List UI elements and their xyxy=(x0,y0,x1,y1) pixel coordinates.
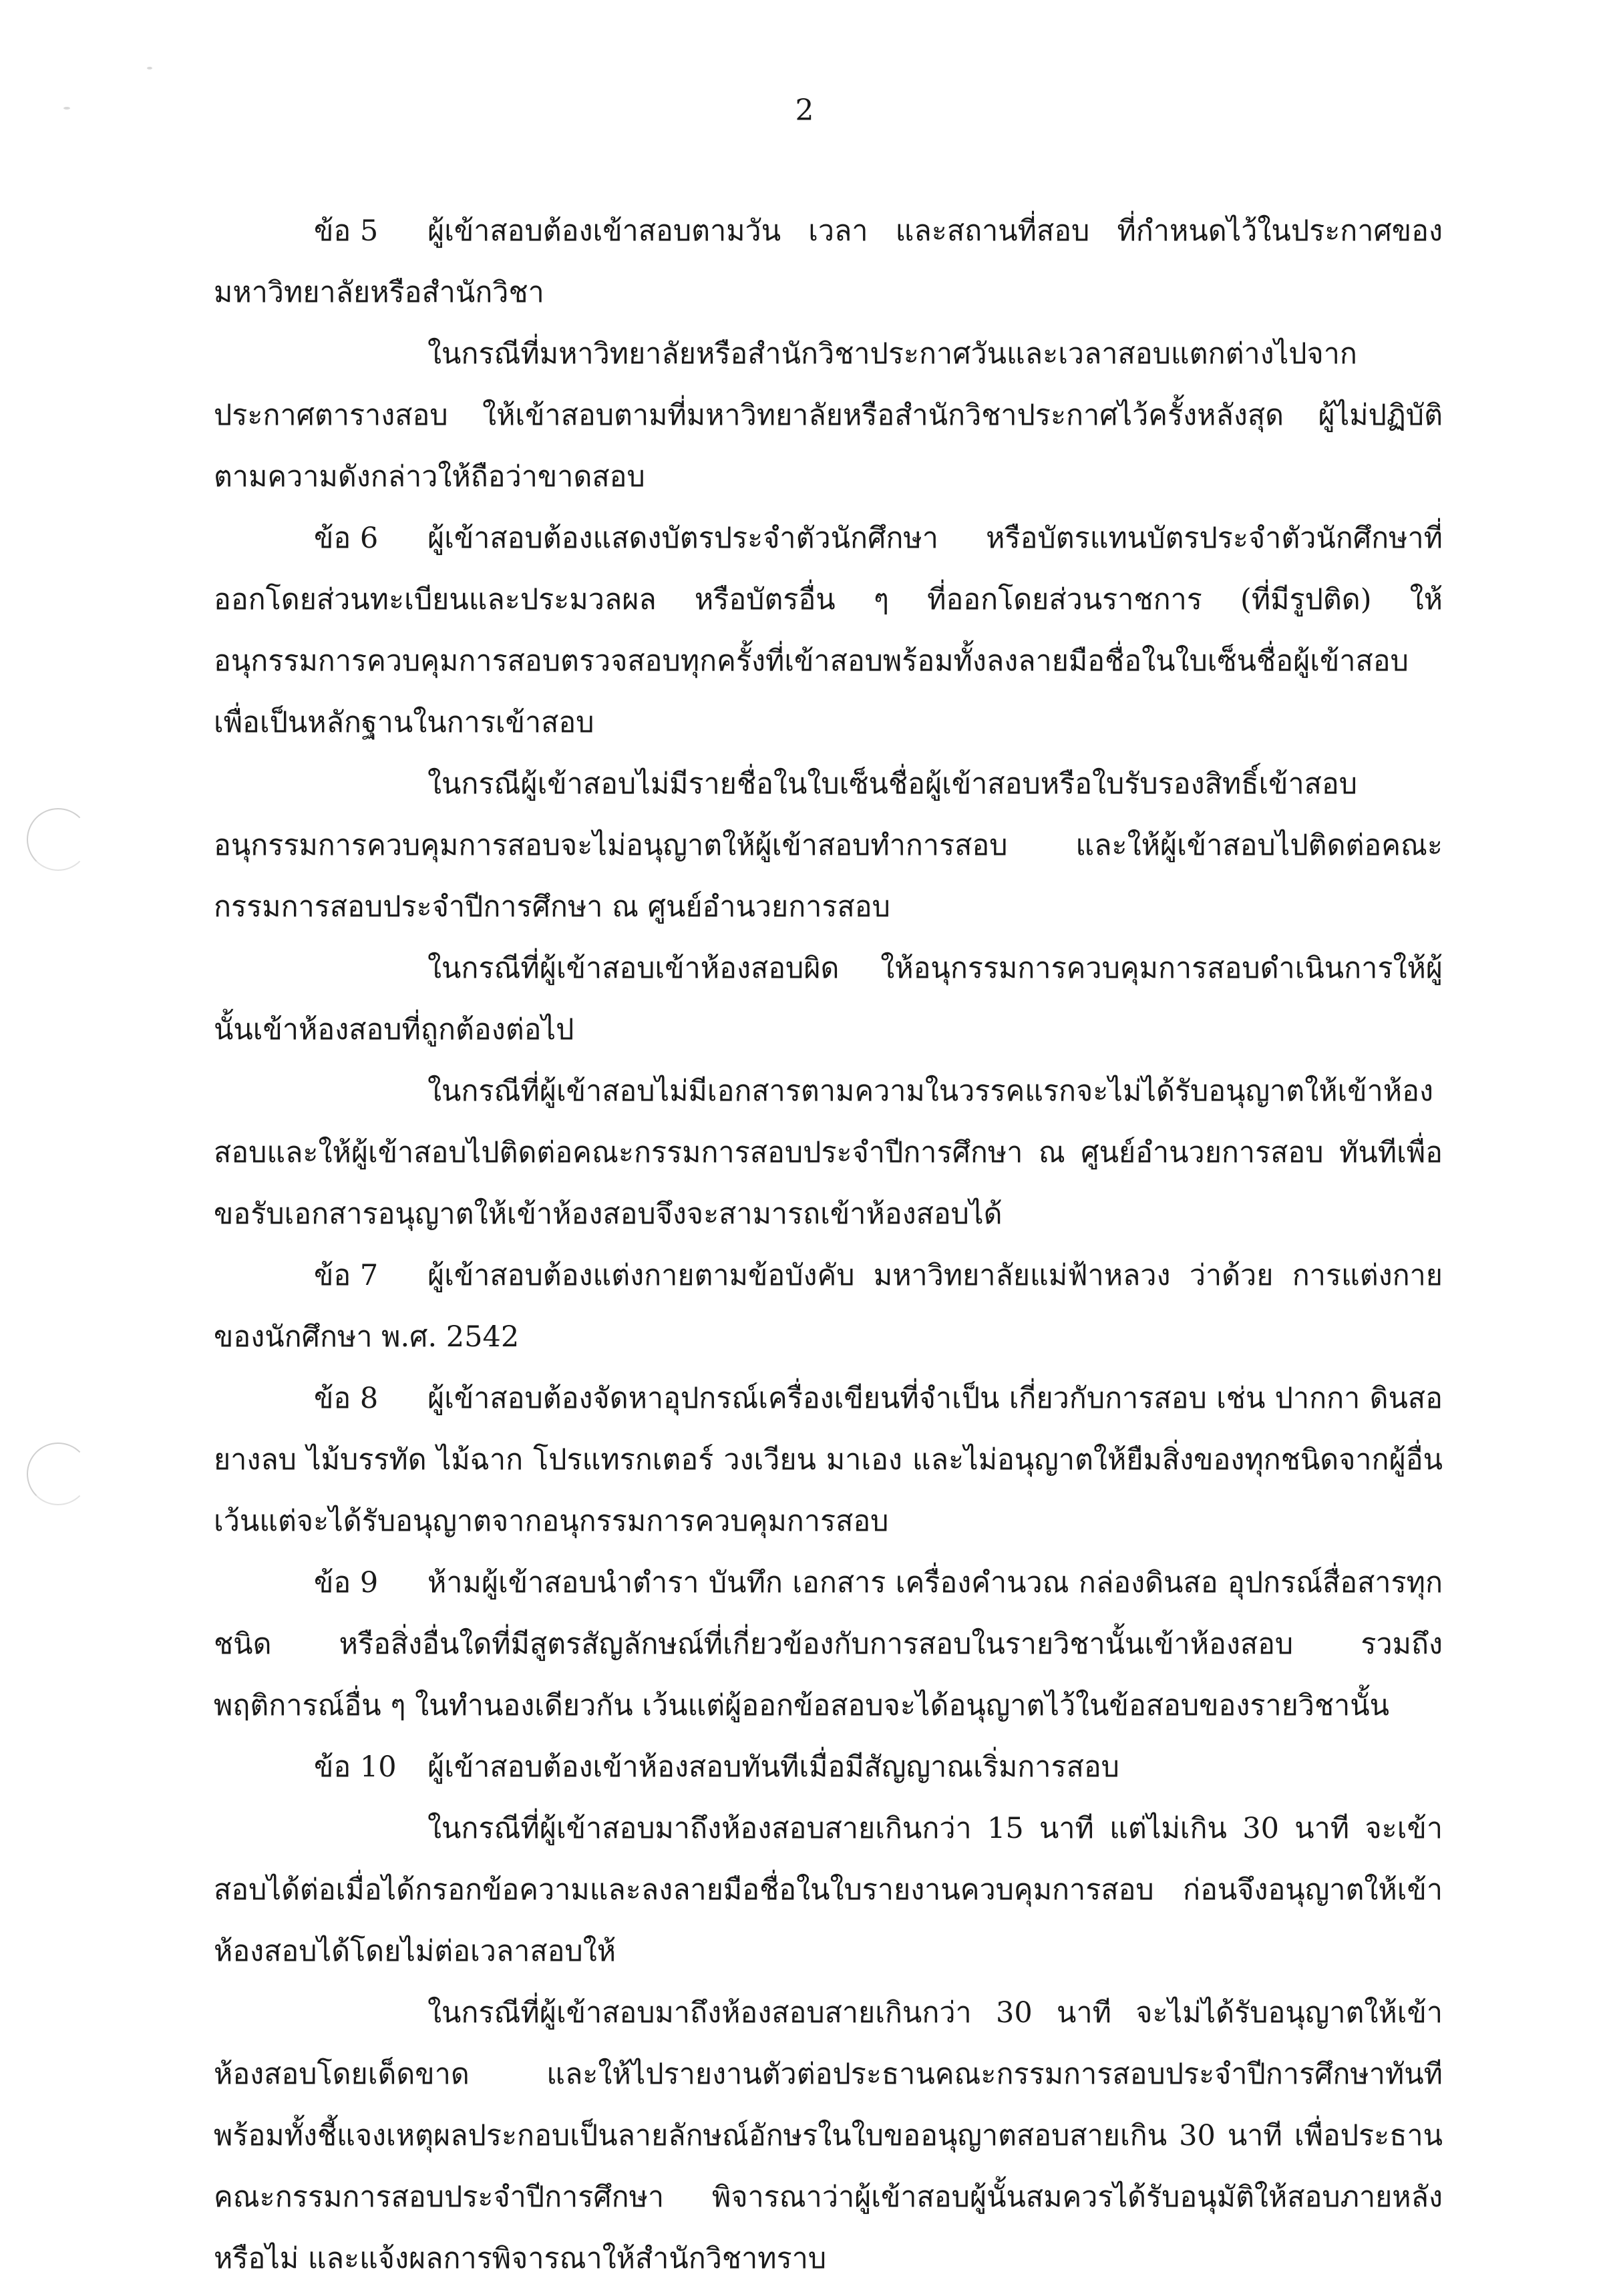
clause-6-sub-paragraph-3: ในกรณีที่ผู้เข้าสอบไม่มีเอกสารตามความในวรรคแรกจะไม่ได้รับอนุญาตให้เข้าห้องสอบและให้ผู้เข้าสอบไปติดต่อคณะกรรมการสอบประจำปีการศึกษา ณ ศูนย์อำนวยการสอบ ทันทีเพื่อขอรับเอกสารอนุญาตให้เข้าห้องสอบจึงจะสามารถเข้าห้องสอบได้ xyxy=(214,1075,1443,1231)
clause-10-sub-paragraph-2: ในกรณีที่ผู้เข้าสอบมาถึงห้องสอบสายเกินกว่า 30 นาที จะไม่ได้รับอนุญาตให้เข้าห้องสอบโดยเด็ดขาด และให้ไปรายงานตัวต่อประธานคณะกรรมการสอบประจำปีการศึกษาทันที พร้อมทั้งชี้แจงเหตุผลประกอบเป็นลายลักษณ์อักษรในใบขออนุญาตสอบสายเกิน 30 นาที เพื่อประธานคณะกรรมการสอบประจำปีการศึกษา พิจารณาว่าผู้เข้าสอบผู้นั้นสมควรได้รับอนุมัติให้สอบภายหลังหรือไม่ และแจ้งผลการพิจารณาให้สำนักวิชาทราบ xyxy=(214,1996,1443,2275)
clause-7 xyxy=(214,1245,1443,1368)
punch-hole-mark xyxy=(27,808,90,871)
clause-label: ข้อ 10 xyxy=(314,1750,397,1784)
clause-text: ผู้เข้าสอบต้องแสดงบัตรประจำตัวนักศึกษา หรือบัตรแทนบัตรประจำตัวนักศึกษาที่ออกโดยส่วนทะเบียนและประมวลผล หรือบัตรอื่น ๆ ที่ออกโดยส่วนราชการ (ที่มีรูปติด) ให้อนุกรรมการควบคุมการสอบตรวจสอบทุกครั้งที่เข้าสอบพร้อมทั้งลงลายมือชื่อในใบเซ็นชื่อผู้เข้าสอบ เพื่อเป็นหลักฐานในการเข้าสอบ xyxy=(214,522,1443,739)
clause-text: ห้ามผู้เข้าสอบนำตำรา บันทึก เอกสาร เครื่องคำนวณ กล่องดินสอ อุปกรณ์สื่อสารทุกชนิด หรือสิ่งอื่นใดที่มีสูตรสัญลักษณ์ที่เกี่ยวข้องกับการสอบในรายวิชานั้นเข้าห้องสอบ รวมถึงพฤติการณ์อื่น ๆ ในทำนองเดียวกัน เว้นแต่ผู้ออกข้อสอบจะได้อนุญาตไว้ในข้อสอบของรายวิชานั้น xyxy=(214,1566,1443,1722)
document-body xyxy=(214,200,1443,2289)
clause-6-sub-paragraph-1: ในกรณีผู้เข้าสอบไม่มีรายชื่อในใบเซ็นชื่อผู้เข้าสอบหรือใบรับรองสิทธิ์เข้าสอบอนุกรรมการควบคุมการสอบจะไม่อนุญาตให้ผู้เข้าสอบทำการสอบ และให้ผู้เข้าสอบไปติดต่อคณะกรรมการสอบประจำปีการศึกษา ณ ศูนย์อำนวยการสอบ xyxy=(214,767,1443,924)
clause-text: ผู้เข้าสอบต้องเข้าสอบตามวัน เวลา และสถานที่สอบ ที่กำหนดไว้ในประกาศของมหาวิทยาลัยหรือสำนักวิชา xyxy=(214,214,1443,309)
clause-10 xyxy=(214,1736,1443,1798)
punch-hole-mark xyxy=(27,1443,90,1505)
clause-6-sub-paragraph-2: ในกรณีที่ผู้เข้าสอบเข้าห้องสอบผิด ให้อนุกรรมการควบคุมการสอบดำเนินการให้ผู้นั้นเข้าห้องสอบที่ถูกต้องต่อไป xyxy=(214,952,1443,1046)
clause-label: ข้อ 8 xyxy=(314,1382,379,1415)
scan-speck xyxy=(147,67,152,69)
page-number: 2 xyxy=(795,93,814,128)
clause-10-sub-paragraph-1: ในกรณีที่ผู้เข้าสอบมาถึงห้องสอบสายเกินกว่า 15 นาที แต่ไม่เกิน 30 นาที จะเข้าสอบได้ต่อเมื่อได้กรอกข้อความและลงลายมือชื่อในใบรายงานควบคุมการสอบ ก่อนจึงอนุญาตให้เข้าห้องสอบได้โดยไม่ต่อเวลาสอบให้ xyxy=(214,1812,1443,1968)
clause-label: ข้อ 6 xyxy=(314,522,379,555)
clause-label: ข้อ 5 xyxy=(314,214,379,248)
clause-6 xyxy=(214,508,1443,753)
clause-text: ผู้เข้าสอบต้องจัดหาอุปกรณ์เครื่องเขียนที่จำเป็น เกี่ยวกับการสอบ เช่น ปากกา ดินสอ ยางลบ ไม้บรรทัด ไม้ฉาก โปรแทรกเตอร์ วงเวียน มาเอง และไม่อนุญาตให้ยืมสิ่งของทุกชนิดจากผู้อื่น เว้นแต่จะได้รับอนุญาตจากอนุกรรมการควบคุมการสอบ xyxy=(214,1382,1443,1538)
clause-5 xyxy=(214,200,1443,323)
clause-label: ข้อ 9 xyxy=(314,1566,379,1599)
clause-label: ข้อ 7 xyxy=(314,1259,379,1292)
clause-text: ผู้เข้าสอบต้องเข้าห้องสอบทันทีเมื่อมีสัญญาณเริ่มการสอบ xyxy=(427,1750,1119,1784)
clause-5-sub-paragraph: ในกรณีที่มหาวิทยาลัยหรือสำนักวิชาประกาศวันและเวลาสอบแตกต่างไปจากประกาศตารางสอบ ให้เข้าสอบตามที่มหาวิทยาลัยหรือสำนักวิชาประกาศไว้ครั้งหลังสุด ผู้ไม่ปฏิบัติตามความดังกล่าวให้ถือว่าขาดสอบ xyxy=(214,337,1443,494)
clause-9 xyxy=(214,1552,1443,1736)
clause-text: ผู้เข้าสอบต้องแต่งกายตามข้อบังคับ มหาวิทยาลัยแม่ฟ้าหลวง ว่าด้วย การแต่งกายของนักศึกษา พ.ศ. 2542 xyxy=(214,1259,1443,1354)
clause-8 xyxy=(214,1368,1443,1552)
